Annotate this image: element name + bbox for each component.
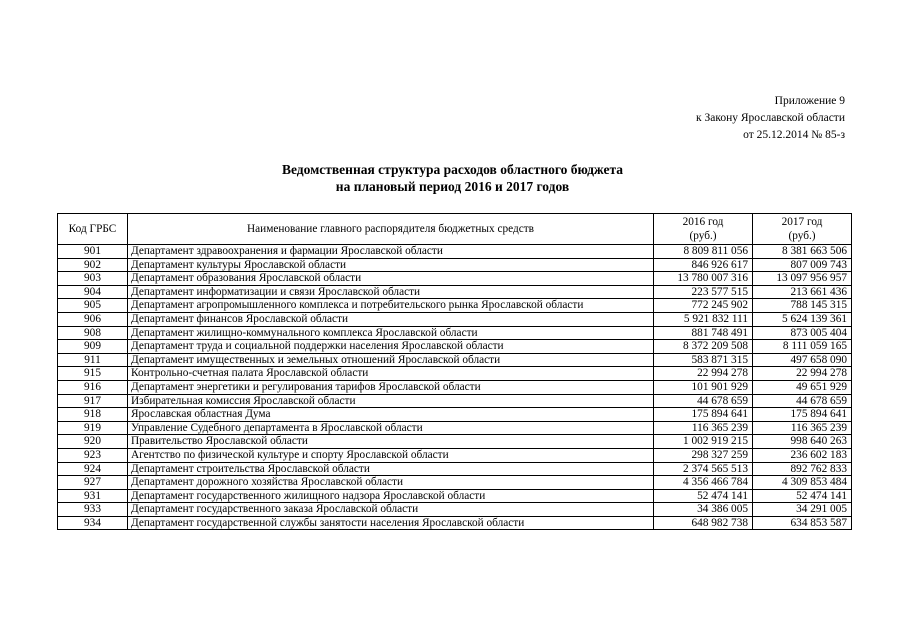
row-name: Избирательная комиссия Ярославской области [128,394,654,408]
table-row [58,462,852,476]
appendix-law-date: от 25.12.2014 № 85-з [743,129,845,141]
row-amount-2016: 44 678 659 [654,394,753,408]
row-amount-2016: 101 901 929 [654,380,753,394]
row-name: Департамент образования Ярославской области [128,272,654,286]
row-name: Департамент финансов Ярославской области [128,312,654,326]
row-amount-2017: 497 658 090 [753,353,852,367]
row-amount-2017: 236 602 183 [753,448,852,462]
table-row [58,394,852,408]
header-2016 [654,214,753,245]
table-row [58,245,852,259]
row-code: 911 [58,353,128,367]
row-amount-2016: 8 809 811 056 [654,245,753,259]
header-code-label: Код ГРБС [68,223,117,235]
document-title-line-1: Ведомственная структура расходов областного бюджета [281,162,624,177]
row-code: 924 [58,462,128,476]
row-name: Департамент государственного заказа Ярославской области [128,503,654,517]
header-2017-year: 2017 год [781,216,823,228]
row-amount-2017: 116 365 239 [753,421,852,435]
row-amount-2017: 634 853 587 [753,516,852,530]
row-name: Департамент государственного жилищного надзора Ярославской области [128,489,654,503]
row-name: Департамент дорожного хозяйства Ярославской области [128,476,654,490]
table-row [58,367,852,381]
row-amount-2016: 583 871 315 [654,353,753,367]
table-row [58,421,852,435]
row-code: 901 [58,245,128,259]
row-amount-2017: 8 381 663 506 [753,245,852,259]
row-amount-2016: 846 926 617 [654,258,753,272]
row-amount-2017: 807 009 743 [753,258,852,272]
row-amount-2016: 648 982 738 [654,516,753,530]
row-name: Департамент культуры Ярославской области [128,258,654,272]
row-amount-2017: 22 994 278 [753,367,852,381]
table-row [58,258,852,272]
header-name [128,214,654,245]
row-code: 908 [58,326,128,340]
row-name: Управление Судебного департамента в Ярославской области [128,421,654,435]
row-amount-2016: 22 994 278 [654,367,753,381]
row-name: Департамент жилищно-коммунального комплекса Ярославской области [128,326,654,340]
row-amount-2017: 49 651 929 [753,380,852,394]
table-row [58,448,852,462]
row-amount-2016: 4 356 466 784 [654,476,753,490]
row-name: Департамент агропромышленного комплекса и потребительского рынка Ярославской области [128,299,654,313]
row-amount-2017: 213 661 436 [753,285,852,299]
row-amount-2017: 175 894 641 [753,408,852,422]
budget-table [57,213,852,530]
row-amount-2017: 8 111 059 165 [753,340,852,354]
header-2017 [753,214,852,245]
row-name: Департамент строительства Ярославской области [128,462,654,476]
row-amount-2016: 772 245 902 [654,299,753,313]
row-code: 915 [58,367,128,381]
row-code: 919 [58,421,128,435]
header-name-label: Наименование главного распорядителя бюджетных средств [246,223,535,235]
header-code [58,214,128,245]
row-amount-2017: 788 145 315 [753,299,852,313]
row-code: 933 [58,503,128,517]
row-amount-2017: 4 309 853 484 [753,476,852,490]
row-amount-2016: 1 002 919 215 [654,435,753,449]
header-2016-unit: (руб.) [689,230,717,242]
row-amount-2016: 13 780 007 316 [654,272,753,286]
row-name: Департамент труда и социальной поддержки населения Ярославской области [128,340,654,354]
row-amount-2017: 34 291 005 [753,503,852,517]
row-code: 902 [58,258,128,272]
row-name: Департамент имущественных и земельных отношений Ярославской области [128,353,654,367]
appendix-number: Приложение 9 [774,95,845,107]
row-code: 909 [58,340,128,354]
table-row [58,435,852,449]
row-code: 918 [58,408,128,422]
table-header-row [58,214,852,245]
row-code: 934 [58,516,128,530]
row-amount-2016: 52 474 141 [654,489,753,503]
row-code: 917 [58,394,128,408]
row-amount-2017: 13 097 956 957 [753,272,852,286]
row-code: 916 [58,380,128,394]
row-amount-2017: 44 678 659 [753,394,852,408]
row-code: 904 [58,285,128,299]
row-code: 903 [58,272,128,286]
table-row [58,312,852,326]
row-name: Правительство Ярославской области [128,435,654,449]
table-row [58,353,852,367]
row-code: 906 [58,312,128,326]
row-amount-2017: 892 762 833 [753,462,852,476]
table-row [58,299,852,313]
row-code: 923 [58,448,128,462]
header-2016-year: 2016 год [682,216,724,228]
row-code: 927 [58,476,128,490]
table-row [58,503,852,517]
row-amount-2016: 116 365 239 [654,421,753,435]
row-name: Департамент энергетики и регулирования тарифов Ярославской области [128,380,654,394]
row-code: 931 [58,489,128,503]
row-code: 920 [58,435,128,449]
row-name: Контрольно-счетная палата Ярославской области [128,367,654,381]
row-amount-2016: 8 372 209 508 [654,340,753,354]
row-amount-2016: 298 327 259 [654,448,753,462]
row-name: Ярославская областная Дума [128,408,654,422]
row-amount-2017: 5 624 139 361 [753,312,852,326]
row-amount-2016: 175 894 641 [654,408,753,422]
row-amount-2016: 881 748 491 [654,326,753,340]
table-row [58,326,852,340]
row-amount-2017: 998 640 263 [753,435,852,449]
table-row [58,476,852,490]
header-2017-unit: (руб.) [788,230,816,242]
table-row [58,408,852,422]
row-code: 905 [58,299,128,313]
appendix-block [696,93,845,144]
table-row [58,380,852,394]
row-amount-2017: 52 474 141 [753,489,852,503]
document-title [0,161,905,195]
row-amount-2016: 2 374 565 513 [654,462,753,476]
table-row [58,516,852,530]
table-row [58,489,852,503]
row-amount-2016: 5 921 832 111 [654,312,753,326]
document-title-line-2: на плановый период 2016 и 2017 годов [335,179,570,194]
row-name: Агентство по физической культуре и спорту Ярославской области [128,448,654,462]
row-amount-2016: 34 386 005 [654,503,753,517]
table-row [58,285,852,299]
row-name: Департамент здравоохранения и фармации Ярославской области [128,245,654,259]
row-name: Департамент государственной службы занятости населения Ярославской области [128,516,654,530]
table-row [58,272,852,286]
row-name: Департамент информатизации и связи Ярославской области [128,285,654,299]
appendix-law-reference: к Закону Ярославской области [696,112,845,124]
row-amount-2017: 873 005 404 [753,326,852,340]
row-amount-2016: 223 577 515 [654,285,753,299]
table-row [58,340,852,354]
